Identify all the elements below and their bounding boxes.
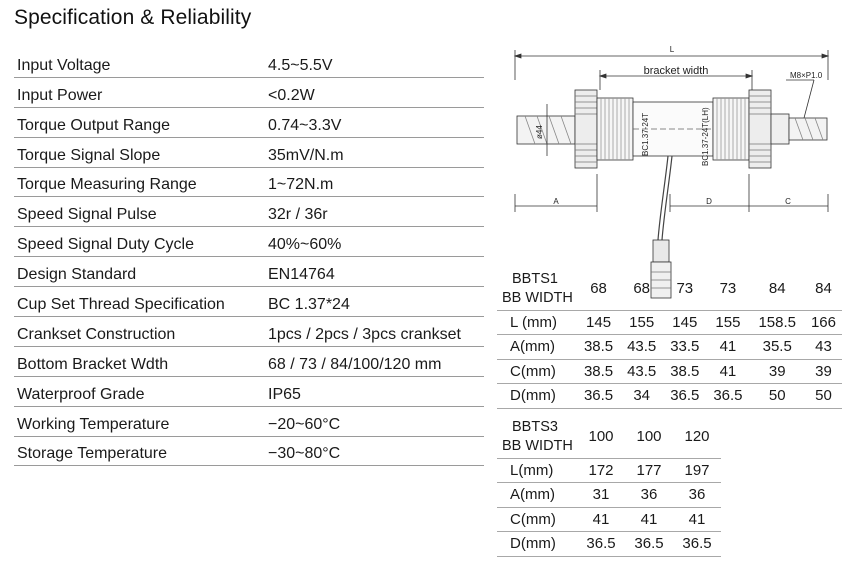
table-cell: 155 [706,310,749,335]
table-cell: 38.5 [663,359,706,384]
table-cell: 41 [706,335,749,360]
spec-label: Input Voltage [17,56,111,74]
spec-value: EN14764 [268,266,335,284]
table-cell: 43.5 [620,335,663,360]
spec-value: −30~80°C [268,445,341,463]
thread-left-label: BC1.37-24T [641,112,650,156]
table-cell: 100 [577,416,625,458]
table-row [497,335,842,360]
spec-row [14,197,484,227]
table-cell: 41 [673,507,721,532]
table-cell: 100 [625,416,673,458]
spec-label: Torque Output Range [17,116,170,134]
dim-D-label: D [706,197,712,206]
row-label: D(mm) [497,384,577,409]
row-label: A(mm) [497,335,577,360]
spec-row [14,347,484,377]
spec-label: Speed Signal Pulse [17,206,157,224]
table-cell: 38.5 [577,335,620,360]
spec-row [14,138,484,168]
table-cell: 35.5 [750,335,805,360]
table-cell: 197 [673,458,721,483]
row-label: C(mm) [497,507,577,532]
spec-label: Speed Signal Duty Cycle [17,236,194,254]
table-cell: 41 [577,507,625,532]
table-row [497,507,721,532]
bb-width-label: BB WIDTH [502,437,573,454]
row-label: D(mm) [497,532,577,557]
table-cell: 36.5 [625,532,673,557]
table-cell: 43 [805,335,842,360]
spec-row [14,48,484,78]
table-cell: 84 [805,268,842,310]
table-row [497,532,721,557]
table-cell: 36 [625,483,673,508]
spec-value: 32r / 36r [268,206,328,224]
thread-spec-label: M8×P1.0 [790,71,823,80]
table-cell: 145 [577,310,620,335]
spec-value: 68 / 73 / 84/100/120 mm [268,355,442,373]
bbts3-table [497,416,721,557]
bracket-width-label: bracket width [643,65,709,77]
table-row [497,384,842,409]
row-label: A(mm) [497,483,577,508]
table-cell: 50 [750,384,805,409]
table-cell: 33.5 [663,335,706,360]
spec-row [14,108,484,138]
table-cell: 39 [805,359,842,384]
table-cell: 43.5 [620,359,663,384]
table-cell: 50 [805,384,842,409]
table-cell: 158.5 [750,310,805,335]
spec-value: 1~72N.m [268,176,334,194]
table-cell: 172 [577,458,625,483]
spec-label: Torque Measuring Range [17,176,197,194]
table-header-label [497,268,577,310]
spec-label: Crankset Construction [17,325,176,343]
spec-row [14,407,484,437]
table-cell: 39 [750,359,805,384]
table-cell: 120 [673,416,721,458]
table-cell: 84 [750,268,805,310]
table-cell: 73 [706,268,749,310]
spec-row [14,227,484,257]
spec-row [14,78,484,108]
spec-value: BC 1.37*24 [268,296,350,314]
spec-value: −20~60°C [268,415,341,433]
spec-label: Storage Temperature [17,445,168,463]
spec-value: 1pcs / 2pcs / 3pcs crankset [268,325,461,343]
model-label: BBTS1 [512,270,558,287]
table-header-row [497,268,842,310]
table-cell: 145 [663,310,706,335]
spec-value: 4.5~5.5V [268,56,333,74]
spec-row [14,437,484,467]
spec-row [14,257,484,287]
spec-row [14,287,484,317]
table-cell: 41 [625,507,673,532]
row-label: L(mm) [497,458,577,483]
table-row [497,310,842,335]
spec-table [14,48,484,466]
table-header-label [497,416,577,458]
spec-value: 35mV/N.m [268,146,344,164]
row-label: L (mm) [497,310,577,335]
spec-label: Cup Set Thread Specification [17,296,225,314]
spec-label: Waterproof Grade [17,385,145,403]
table-cell: 36.5 [577,532,625,557]
table-header-row [497,416,721,458]
spec-value: <0.2W [268,86,315,104]
bbts1-table [497,268,842,409]
table-cell: 36.5 [706,384,749,409]
spec-label: Design Standard [17,266,137,284]
table-cell: 68 [577,268,620,310]
spec-value: 40%~60% [268,236,342,254]
table-cell: 36.5 [663,384,706,409]
table-cell: 34 [620,384,663,409]
spec-label: Torque Signal Slope [17,146,161,164]
diameter-label: ø44 [535,125,544,139]
table-cell: 38.5 [577,359,620,384]
table-cell: 36.5 [673,532,721,557]
spec-value: IP65 [268,385,301,403]
row-label: C(mm) [497,359,577,384]
table-cell: 36 [673,483,721,508]
spec-label: Bottom Bracket Wdth [17,355,169,373]
table-cell: 155 [620,310,663,335]
table-cell: 177 [625,458,673,483]
dim-C-label: C [785,197,791,206]
bb-width-label: BB WIDTH [502,289,573,306]
spec-row [14,317,484,347]
table-cell: 68 [620,268,663,310]
table-row [497,359,842,384]
page-title: Specification & Reliability [14,6,252,29]
spec-label: Working Temperature [17,415,170,433]
spec-value: 0.74~3.3V [268,116,342,134]
table-cell: 36.5 [577,384,620,409]
table-row [497,483,721,508]
table-cell: 166 [805,310,842,335]
table-row [497,458,721,483]
dim-A-label: A [553,197,559,206]
table-cell: 73 [663,268,706,310]
spec-row [14,168,484,198]
model-label: BBTS3 [512,418,558,435]
spec-row [14,377,484,407]
table-cell: 31 [577,483,625,508]
thread-right-label: BC1.37-24T(LH) [701,107,710,166]
table-cell: 41 [706,359,749,384]
dim-L-label: L [669,45,675,54]
spec-label: Input Power [17,86,103,104]
